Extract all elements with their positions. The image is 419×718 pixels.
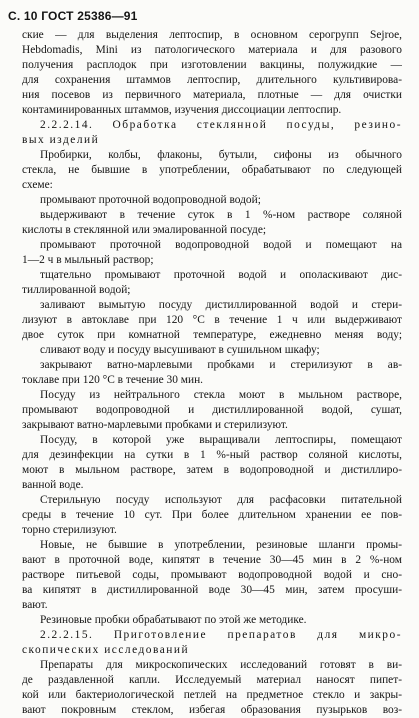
text-line: вают в проточной воде, кипятят в течение 30—45 мин в 2 %-ном [22, 554, 402, 566]
text-line: двое суток при комнатной температуре, ежедневно меняя воду; [22, 329, 402, 341]
section-heading-line: вых изделий [22, 134, 100, 146]
page-header: С. 10 ГОСТ 25386—91 [8, 9, 138, 23]
text-line: контаминированных штаммов, изучения диссоциации лептоспир. [22, 104, 342, 116]
text-line: вают покровным стеклом, избегая образования пузырьков воз- [22, 704, 402, 716]
text-line: ния посевов из первичного материала, плотные — для очистки [22, 89, 402, 101]
section-heading-line: скопических исследований [22, 644, 190, 656]
text-line: Пробирки, колбы, флаконы, бутыли, сифоны из обычного [40, 149, 402, 161]
text-line: сливают воду и посуду высушивают в сушильном шкафу; [40, 344, 320, 356]
text-line: Новые, не бывшие в употреблении, резиновые шланги промы- [40, 539, 402, 551]
text-line: Посуду из нейтрального стекла моют в мыльном растворе, [40, 389, 402, 401]
text-line: промывают проточной водопроводной водой и помещают на [40, 239, 402, 251]
text-line: тщательно промывают проточной водой и ополаскивают дис- [40, 269, 402, 281]
text-line: 1—2 ч в мыльный раствор; [22, 254, 154, 266]
text-line: среды в течение 10 сут. При более длительном хранении ее пов- [22, 509, 402, 521]
text-line: схеме: [22, 179, 53, 191]
text-line: закрывают ватно-марлевыми пробками и стерилизуют в ав- [40, 359, 402, 371]
text-line: получения расплодок при изготовлении вакцины, полужидкие — [22, 59, 402, 71]
text-line: тиллированной водой; [22, 284, 131, 296]
text-line: для дезинфекции на сутки в 1 %-ный раствор соляной кислоты, [22, 449, 402, 461]
text-line: ва кипятят в дистиллированной воде 30—45 мин, затем просуши- [22, 584, 402, 596]
text-line: лизуют в автоклаве при 120 °С в течение 1 ч или выдерживают [22, 314, 402, 326]
text-line: кой или бактериологической петлей на предметное стекло и закры- [22, 689, 402, 701]
text-line: кислоты в стеклянной или эмалированной посуде; [22, 224, 267, 236]
section-heading-line: 2.2.2.15. Приготовление препаратов для микро- [40, 629, 402, 641]
text-line: выдерживают в течение суток в 1 %-ном растворе соляной [40, 209, 402, 221]
text-line: Посуду, в которой уже выращивали лептоспиры, помещают [40, 434, 402, 446]
body-text [22, 28, 402, 718]
text-line: промывают проточной водопроводной водой; [40, 194, 261, 206]
text-line: растворе питьевой соды, промывают водопроводной водой и сно- [22, 569, 402, 581]
text-line: Резиновые пробки обрабатывают по этой же методике. [40, 614, 307, 626]
section-heading-line: 2.2.2.14. Обработка стеклянной посуды, резино- [40, 119, 402, 131]
text-line: стекла, не бывшие в употреблении, обрабатывают по следующей [22, 164, 402, 176]
text-line: закрывают ватно-марлевыми пробками и стерилизуют. [22, 419, 288, 431]
text-line: вают. [22, 599, 48, 611]
text-line: токлаве при 120 °С в течение 30 мин. [22, 374, 204, 386]
text-line: Препараты для микроскопических исследований готовят в ви- [40, 659, 402, 671]
text-line: промывают водопроводной и дистиллированной водой, сушат, [22, 404, 402, 416]
text-line: для сохранения штаммов лептоспир, длительного культивирова- [22, 74, 402, 86]
text-line: заливают вымытую посуду дистиллированной водой и стери- [40, 299, 402, 311]
text-line: ские — для выделения лептоспир, в основном серогрупп Sejroe, [22, 29, 402, 41]
text-line: ванной воде. [22, 479, 84, 491]
text-line: Стерильную посуду используют для расфасовки питательной [40, 494, 402, 506]
text-line: Hebdomadis, Mini из патологического материала и для разового [22, 44, 402, 56]
text-line: торно стерилизуют. [22, 524, 117, 536]
text-line: моют в мыльном растворе, затем в водопроводной и дистиллиро- [22, 464, 402, 476]
text-line: де раздавленной капли. Исследуемый материал наносят пипет- [22, 674, 402, 686]
